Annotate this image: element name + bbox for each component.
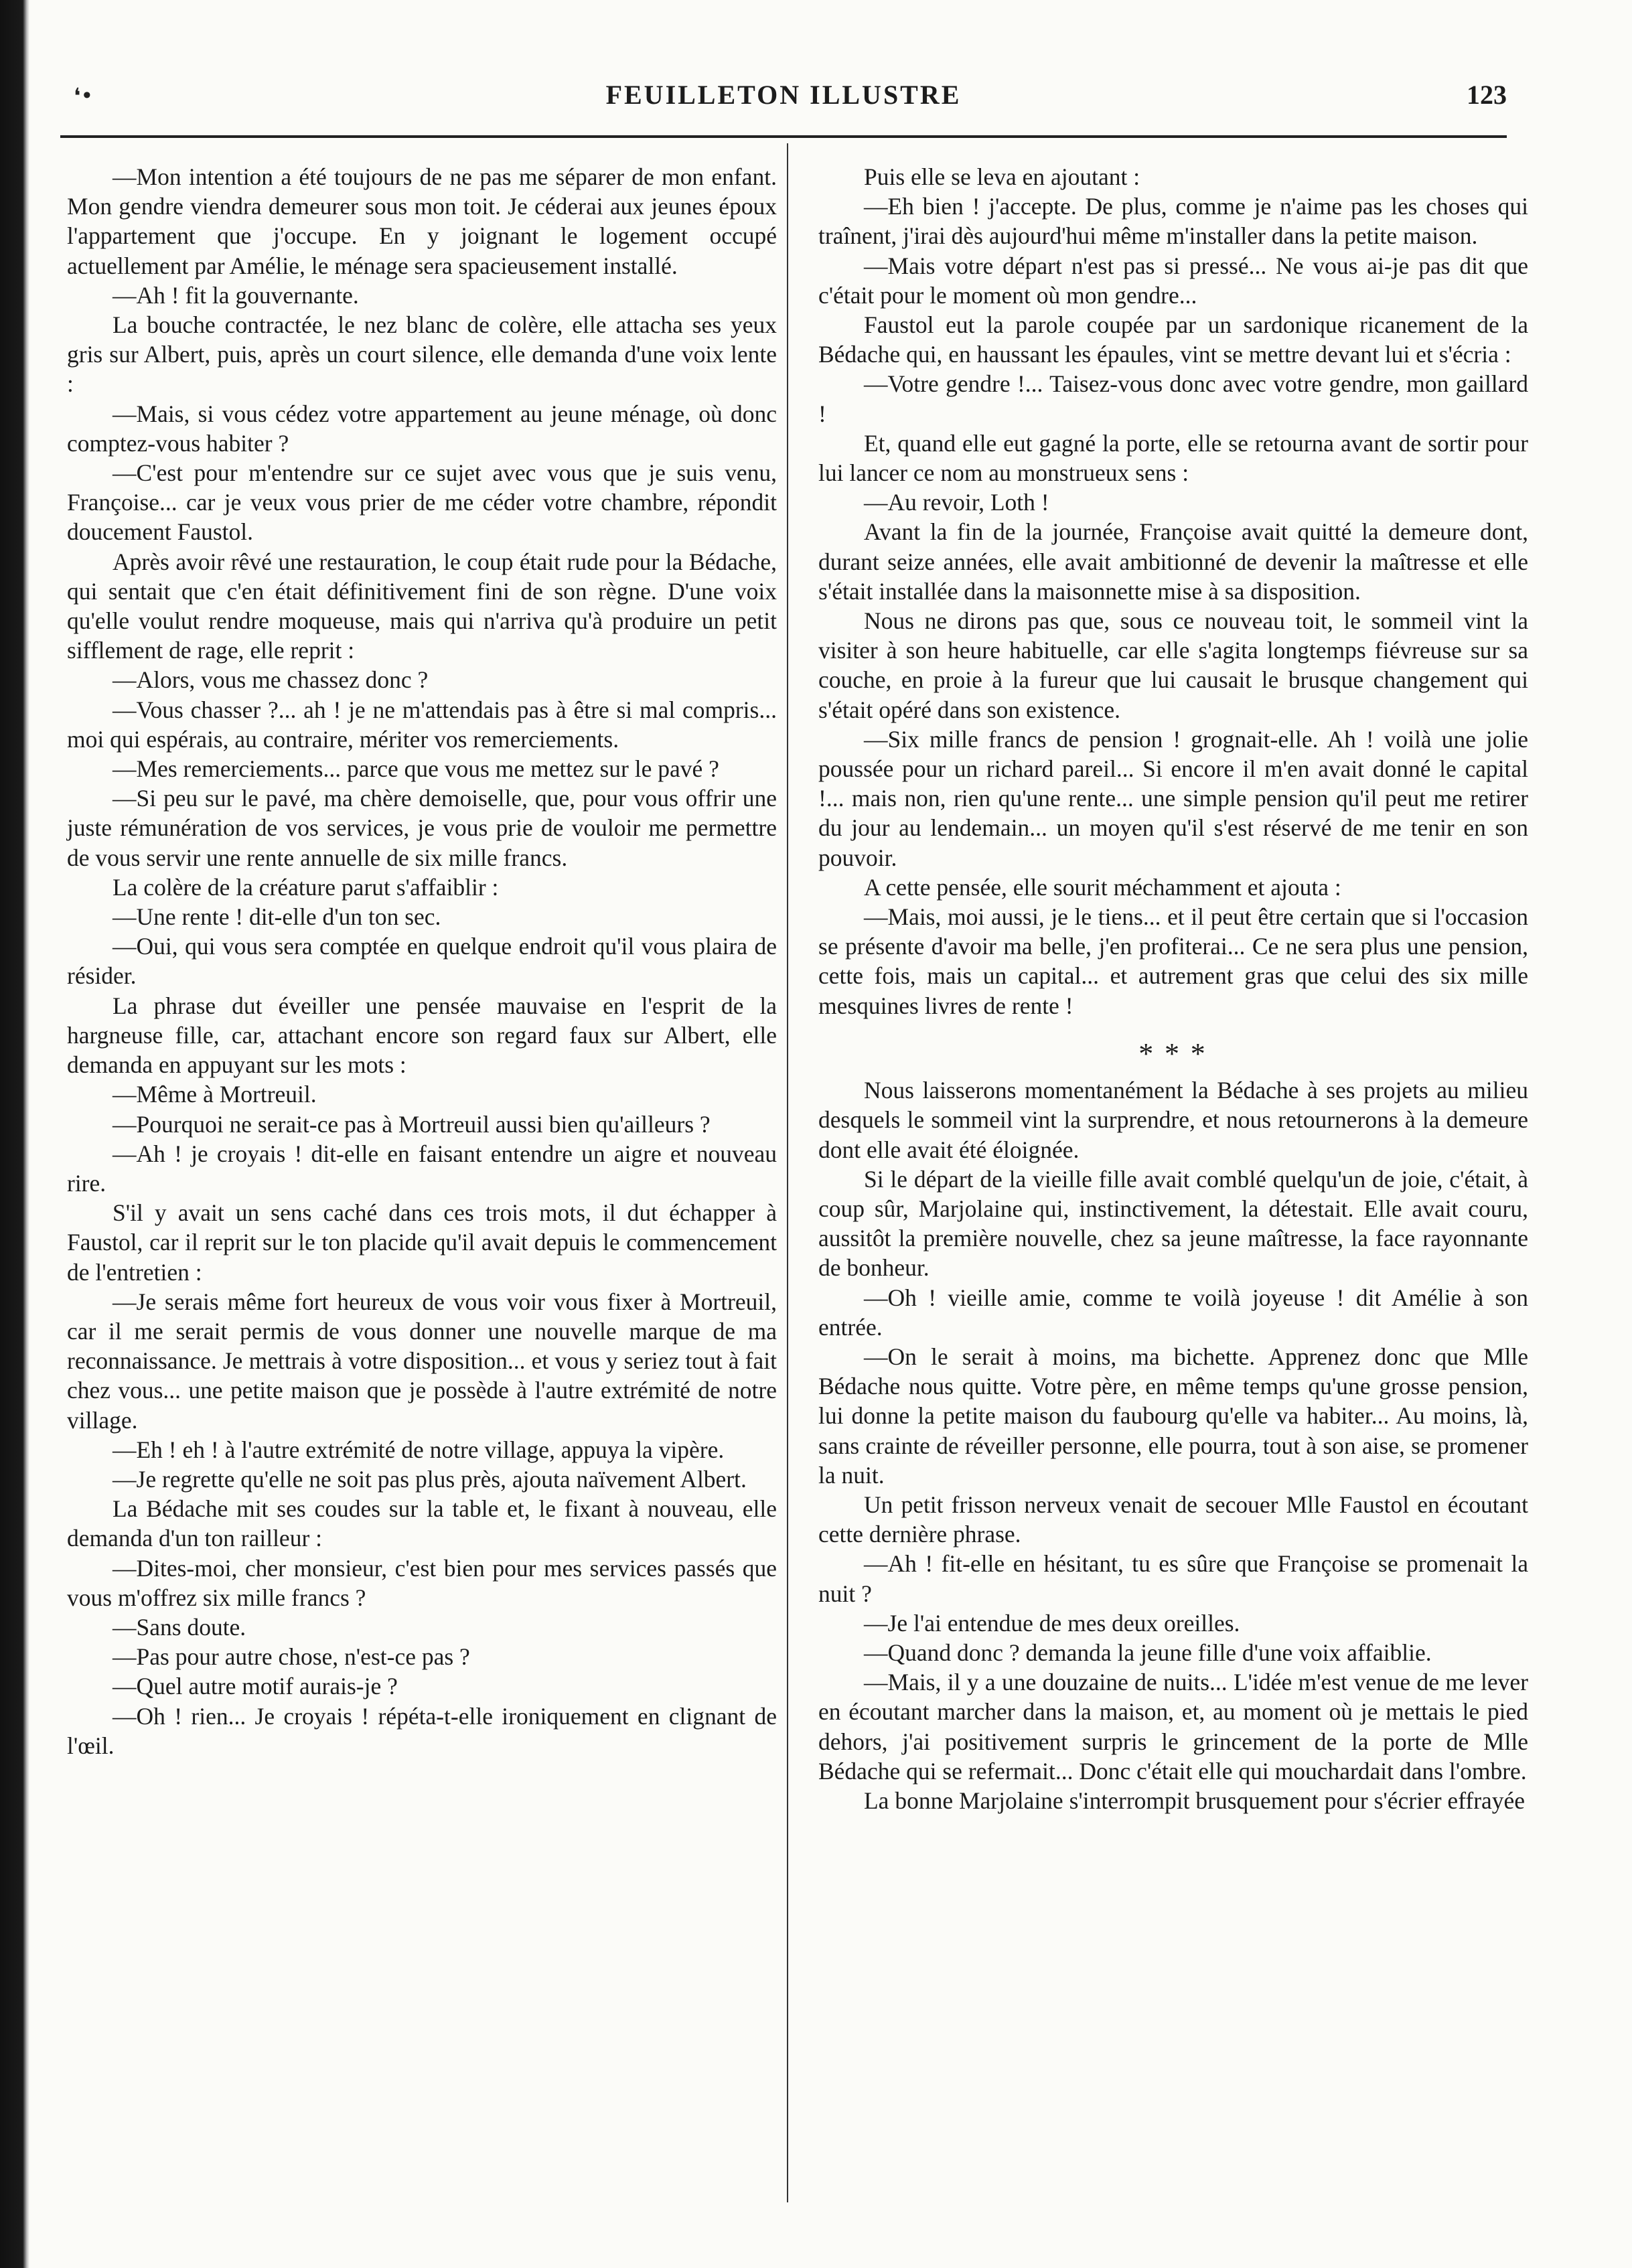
paragraph: —Ah ! je croyais ! dit-elle en faisant entendre un aigre et nouveau rire. — [67, 1140, 777, 1197]
column-divider — [787, 143, 788, 2202]
paragraph: La bonne Marjolaine s'interrompit brusquement pour s'écrier effrayée — [864, 1787, 1526, 1814]
header-rule — [60, 135, 1507, 138]
paragraph: —Ah ! fit la gouvernante. — [113, 281, 359, 309]
paragraph: —Six mille francs de pension ! grognait-elle. Ah ! voilà une jolie poussée pour un richard pareil... Si encore il m'en avait donné le capital !... mais non, rien qu'une rente... une simple pension qu'il peut me retirer du jour au lendemain... un moyen qu'il s'est réservé de me tenir en son pouvoir. — [818, 725, 1528, 871]
paragraph: —Quand donc ? demanda la jeune fille d'une voix affaiblie. — [864, 1639, 1432, 1666]
running-title: FEUILLETON ILLUSTRE — [605, 80, 962, 110]
paragraph: Après avoir rêvé une restauration, le coup était rude pour la Bédache, qui sentait que c'en était définitivement fini de son règne. D'une voix qu'elle voulut rendre moqueuse, mais qui n'arriva qu'à produire un petit sifflement de rage, elle reprit : — [67, 548, 777, 664]
paragraph: Puis elle se leva en ajoutant : — [864, 163, 1140, 190]
page-header — [60, 79, 1507, 126]
page-number: 123 — [1467, 80, 1507, 110]
right-column-bottom — [818, 1075, 1528, 1815]
paragraph: —Même à Mortreuil. — [113, 1081, 317, 1108]
paragraph: —Ah ! fit-elle en hésitant, tu es sûre que Françoise se promenait la nuit ? — [818, 1550, 1528, 1607]
paragraph: La phrase dut éveiller une pensée mauvaise en l'esprit de la hargneuse fille, car, attachant encore son regard faux sur Albert, elle demanda en appuyant sur les mots : — [67, 992, 777, 1079]
paragraph: —Sans doute. — [113, 1613, 246, 1641]
paragraph: —Au revoir, Loth ! — [864, 489, 1049, 516]
paragraph: —Alors, vous me chassez donc ? — [113, 666, 429, 694]
paragraph: —Dites-moi, cher monsieur, c'est bien pour mes services passés que vous m'offrez six mille francs ? — [67, 1554, 777, 1611]
paragraph: —Mais votre départ n'est pas si pressé... Ne vous ai-je pas dit que c'était pour le moment où mon gendre... — [818, 252, 1528, 309]
paragraph: Si le départ de la vieille fille avait comblé quelqu'un de joie, c'était, à coup sûr, Marjolaine qui, instinctivement, la détestait. Elle avait couru, aussitôt la première nouvelle, chez sa jeune maîtresse, la face rayonnante de bonheur. — [818, 1165, 1528, 1282]
paragraph: A cette pensée, elle sourit méchamment et ajouta : — [864, 873, 1341, 901]
paragraph: —Pourquoi ne serait-ce pas à Mortreuil aussi bien qu'ailleurs ? — [113, 1110, 711, 1138]
paragraph: Un petit frisson nerveux venait de secouer Mlle Faustol en écoutant cette dernière phrase. — [818, 1491, 1528, 1548]
paragraph: —Oui, qui vous sera comptée en quelque endroit qu'il vous plaira de résider. — [67, 933, 777, 990]
right-column — [818, 162, 1528, 1815]
paragraph: —Eh ! eh ! à l'autre extrémité de notre village, appuya la vipère. — [113, 1436, 725, 1463]
paragraph: —Mais, moi aussi, je le tiens... et il peut être certain que si l'occasion se présente d'avoir ma belle, j'en profiterai... Ce ne sera plus une pension, cette fois, mais un capital... et autrement gras que celui des six mille mesquines livres de rente ! — [818, 903, 1528, 1019]
paragraph: Avant la fin de la journée, Françoise avait quitté la demeure dont, durant seize années, elle avait ambitionné de devenir la maîtresse et elle s'était installée dans la maisonnette mise à sa disposition. — [818, 518, 1528, 605]
left-column — [67, 162, 777, 1760]
binding-edge — [0, 0, 29, 2268]
header-ornament: ❛• — [74, 83, 94, 108]
paragraph: Nous laisserons momentanément la Bédache à ses projets au milieu desquels le sommeil vint la surprendre, et nous retournerons à la demeure dont elle avait été éloignée. — [818, 1077, 1528, 1163]
paragraph: —On le serait à moins, ma bichette. Apprenez donc que Mlle Bédache nous quitte. Votre père, en même temps qu'une grosse pension, lui donne la petite maison du faubourg qu'elle va habiter... Au moins, là, sans crainte de réveiller personne, elle pourra, tout à son aise, se promener la nuit. — [818, 1343, 1528, 1489]
paragraph: —Vous chasser ?... ah ! je ne m'attendais pas à être si mal compris... moi qui espérais, au contraire, mériter vos remerciements. — [67, 696, 777, 753]
paragraph: —Oh ! rien... Je croyais ! répéta-t-elle ironiquement en clignant de l'œil. — [67, 1702, 777, 1759]
paragraph: —Je serais même fort heureux de vous voir vous fixer à Mortreuil, car il me serait permis de vous donner une nouvelle marque de ma reconnaissance. Je mettrais à votre disposition... et vous y seriez tout à fait chez vous... une petite maison que je possède à l'autre extrémité de notre village. — [67, 1288, 777, 1434]
paragraph: —C'est pour m'entendre sur ce sujet avec vous que je suis venu, Françoise... car je veux vous prier de me céder votre chambre, répondit doucement Faustol. — [67, 459, 777, 546]
paragraph: —Eh bien ! j'accepte. De plus, comme je n'aime pas les choses qui traînent, j'irai dès aujourd'hui même m'installer dans la petite maison. — [818, 193, 1528, 250]
paragraph: —Mais, si vous cédez votre appartement au jeune ménage, où donc comptez-vous habiter ? — [67, 400, 777, 457]
section-separator: * * * — [1138, 1037, 1208, 1070]
paragraph: S'il y avait un sens caché dans ces trois mots, il dut échapper à Faustol, car il reprit sur le ton placide qu'il avait depuis le commencement de l'entretien : — [67, 1199, 777, 1286]
paragraph: —Mon intention a été toujours de ne pas me séparer de mon enfant. Mon gendre viendra demeurer sous mon toit. Je céderai aux jeunes époux l'appartement que j'occupe. En y joignant le logement occupé actuellement par Amélie, le ménage sera spacieusement installé. — [67, 163, 777, 279]
paragraph: —Mais, il y a une douzaine de nuits... L'idée m'est venue de me lever en écoutant marcher dans la maison, et, au moment où je mettais le pied dehors, j'ai positivement surpris le grincement de la porte de Mlle Bédache qui se refermait... Donc c'était elle qui mouchardait dans l'ombre. — [818, 1669, 1528, 1785]
paragraph: —Oh ! vieille amie, comme te voilà joyeuse ! dit Amélie à son entrée. — [818, 1284, 1528, 1341]
paragraph: —Si peu sur le pavé, ma chère demoiselle, que, pour vous offrir une juste rémunération de vos services, je vous prie de vouloir me permettre de vous servir une rente annuelle de six mille francs. — [67, 785, 777, 871]
paragraph: —Pas pour autre chose, n'est-ce pas ? — [113, 1643, 470, 1671]
paragraph: La Bédache mit ses coudes sur la table et, le fixant à nouveau, elle demanda d'un ton railleur : — [67, 1495, 777, 1552]
paragraph: Et, quand elle eut gagné la porte, elle se retourna avant de sortir pour lui lancer ce nom au monstrueux sens : — [818, 429, 1528, 487]
paragraph: —Je regrette qu'elle ne soit pas plus près, ajouta naïvement Albert. — [113, 1465, 747, 1493]
paragraph: —Votre gendre !... Taisez-vous donc avec votre gendre, mon gaillard ! — [818, 370, 1528, 427]
paragraph: Faustol eut la parole coupée par un sardonique ricanement de la Bédache qui, en haussant les épaules, vint se mettre devant lui et s'écria : — [818, 311, 1528, 368]
right-column-top — [818, 162, 1528, 1020]
paragraph: —Mes remerciements... parce que vous me mettez sur le pavé ? — [113, 755, 719, 783]
paragraph: —Une rente ! dit-elle d'un ton sec. — [113, 903, 441, 931]
paragraph: —Quel autre motif aurais-je ? — [113, 1673, 398, 1700]
paragraph: —Je l'ai entendue de mes deux oreilles. — [864, 1609, 1240, 1637]
paragraph: La colère de la créature parut s'affaiblir : — [113, 873, 499, 901]
paragraph: La bouche contractée, le nez blanc de colère, elle attacha ses yeux gris sur Albert, puis, après un court silence, elle demanda d'une voix lente : — [67, 311, 777, 398]
paragraph: Nous ne dirons pas que, sous ce nouveau toit, le sommeil vint la visiter à son heure habituelle, car elle s'agita longtemps fiévreuse sur sa couche, en proie à la fureur que lui causait le brusque changement qui s'était opéré dans son existence. — [818, 607, 1528, 723]
